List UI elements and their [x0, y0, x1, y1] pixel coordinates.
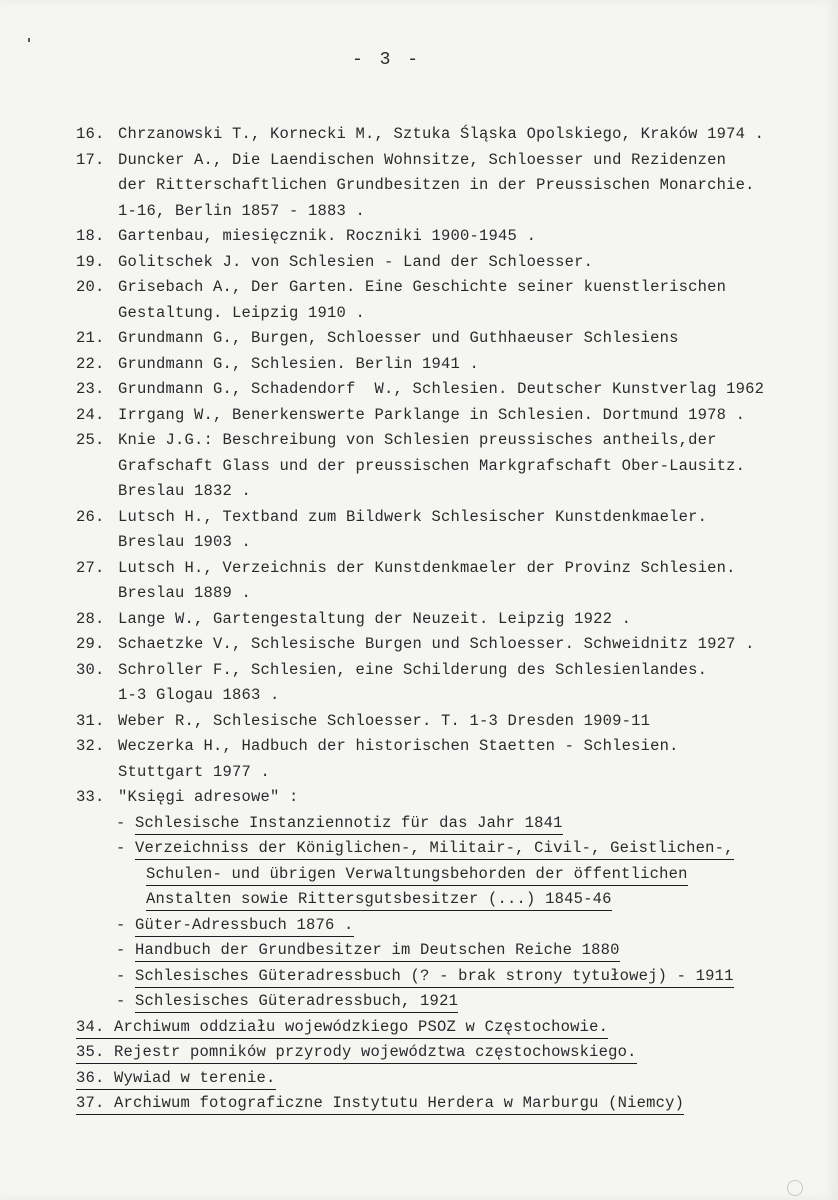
- entry-line: Grafschaft Glass und der preussischen Markgrafschaft Ober-Lausitz.: [118, 456, 746, 475]
- entry-number: 20.: [76, 278, 105, 296]
- entry-text: [118, 658, 816, 709]
- entry-text: [118, 428, 816, 505]
- underlined-text: Schlesisches Güteradressbuch, 1921: [135, 990, 458, 1013]
- address-book-line: [116, 938, 816, 964]
- underlined-entry-text: 35. Rejestr pomników przyrody województwa częstochowskiego.: [76, 1041, 637, 1064]
- bibliography-entry: [76, 377, 816, 403]
- entry-line: Knie J.G.: Beschreibung von Schlesien preussisches antheils,der: [118, 431, 717, 449]
- entry-line: Weber R., Schlesische Schloesser. T. 1-3 Dresden 1909-11: [118, 711, 651, 730]
- bibliography-entry: [76, 250, 816, 276]
- underlined-entry-text: 37. Archiwum fotograficzne Instytutu Herdera w Marburgu (Niemcy): [76, 1092, 684, 1115]
- entry-line: 1-3 Glogau 1863 .: [118, 686, 280, 704]
- entry-number: 24.: [76, 405, 105, 424]
- entry-line: Golitschek J. von Schlesien - Land der Schloesser.: [118, 252, 594, 271]
- bibliography-entry: [76, 505, 816, 556]
- bibliography-entry-underlined: [76, 1015, 816, 1041]
- page-number: - 3 -: [352, 50, 422, 70]
- bibliography-entry: [76, 709, 816, 735]
- entry-text: [118, 122, 816, 148]
- entry-text: [118, 275, 816, 326]
- address-book-item: [116, 989, 816, 1015]
- entry-line: Schroller F., Schlesien, eine Schilderung des Schlesienlandes.: [118, 660, 708, 679]
- entry-text: [118, 734, 816, 785]
- entry-number: 23.: [76, 380, 105, 398]
- entry-text: [118, 785, 816, 811]
- address-book-item: [116, 964, 816, 990]
- entry-line: Grisebach A., Der Garten. Eine Geschichte seiner kuenstlerischen: [118, 278, 727, 296]
- address-book-line: [146, 887, 816, 913]
- bibliography-entry: [76, 224, 816, 250]
- bibliography-entry: [76, 403, 816, 429]
- entry-line: Gartenbau, miesięcznik. Roczniki 1900-1945 .: [118, 227, 537, 245]
- entry-line: Stuttgart 1977 .: [118, 762, 271, 781]
- entry-text: [118, 224, 816, 250]
- underlined-text: Handbuch der Grundbesitzer im Deutschen Reiche 1880: [135, 939, 620, 962]
- bibliography-entry: [76, 275, 816, 326]
- entry-number: 32.: [76, 737, 105, 755]
- entry-number: 21.: [76, 329, 105, 347]
- underlined-text: Anstalten sowie Rittersgutsbesitzer (...) 1845-46: [146, 888, 612, 911]
- dash-marker: -: [116, 813, 136, 832]
- underlined-text: Güter-Adressbuch 1876 .: [135, 914, 354, 937]
- entry-line: "Księgi adresowe" :: [118, 788, 299, 806]
- entry-text: [118, 556, 816, 607]
- underlined-entry-text: 34. Archiwum oddziału wojewódzkiego PSOZ w Częstochowie.: [76, 1016, 608, 1039]
- entry-line: Grundmann G., Schlesien. Berlin 1941 .: [118, 354, 480, 373]
- entry-line: Grundmann G., Schadendorf W., Schlesien. Deutscher Kunstverlag 1962: [118, 380, 765, 398]
- entry-text: [118, 632, 816, 658]
- address-book-line: [116, 964, 816, 990]
- entry-line: Gestaltung. Leipzig 1910 .: [118, 303, 366, 322]
- entry-text: [118, 326, 816, 352]
- entry-line: 1-16, Berlin 1857 - 1883 .: [118, 201, 366, 220]
- entry-number: 17.: [76, 150, 105, 169]
- entry-number: 28.: [76, 609, 105, 628]
- entry-line: Duncker A., Die Laendischen Wohnsitze, Schloesser und Rezidenzen: [118, 150, 727, 169]
- entry-line: Lutsch H., Verzeichnis der Kunstdenkmaeler der Provinz Schlesien.: [118, 558, 736, 577]
- bibliography-entry: [76, 632, 816, 658]
- entry-number: 25.: [76, 431, 105, 449]
- entry-text: [118, 352, 816, 378]
- entry-text: [118, 607, 816, 633]
- entry-line: Breslau 1889 .: [118, 584, 252, 602]
- bibliography-entry: [76, 352, 816, 378]
- underlined-entry-text: 36. Wywiad w terenie.: [76, 1067, 276, 1090]
- bibliography-entry-underlined: [76, 1066, 816, 1092]
- entry-number: 26.: [76, 507, 105, 526]
- bibliography-entry: [76, 428, 816, 505]
- entry-line: der Ritterschaftlichen Grundbesitzen in der Preussischen Monarchie.: [118, 176, 755, 194]
- entry-line: Breslau 1832 .: [118, 482, 252, 500]
- ink-mark: [28, 38, 30, 42]
- address-book-item: [116, 913, 816, 939]
- entry-text: [118, 250, 816, 276]
- bibliography-entry-underlined: [76, 1091, 816, 1117]
- address-book-item: [116, 811, 816, 837]
- entry-number: 29.: [76, 635, 105, 653]
- address-book-item: [116, 836, 816, 913]
- entry-number: 30.: [76, 660, 105, 679]
- dash-marker: -: [116, 966, 136, 985]
- entry-line: Lange W., Gartengestaltung der Neuzeit. Leipzig 1922 .: [118, 609, 632, 628]
- bibliography-entry: [76, 607, 816, 633]
- underlined-text: Schlesische Instanziennotiz für das Jahr 1841: [135, 812, 563, 835]
- entry-number: 18.: [76, 227, 105, 245]
- entry-line: Grundmann G., Burgen, Schloesser und Guthhaeuser Schlesiens: [118, 329, 679, 347]
- underlined-text: Schulen- und übrigen Verwaltungsbehorden der öffentlichen: [146, 863, 688, 886]
- bibliography-entry: [76, 326, 816, 352]
- dash-marker: -: [116, 839, 136, 857]
- bibliography-entry: [76, 734, 816, 785]
- bibliography-entry-underlined: [76, 1040, 816, 1066]
- entry-text: [118, 403, 816, 429]
- bibliography-entry: [76, 785, 816, 811]
- entry-number: 27.: [76, 558, 105, 577]
- dash-marker: -: [116, 992, 136, 1010]
- bibliography-entry: [76, 658, 816, 709]
- bibliography-list: [76, 122, 816, 1117]
- entry-line: Irrgang W., Benerkenswerte Parklange in Schlesien. Dortmund 1978 .: [118, 405, 746, 424]
- entry-text: [118, 377, 816, 403]
- bibliography-entry: [76, 148, 816, 225]
- entry-number: 31.: [76, 711, 105, 730]
- entry-text: [118, 148, 816, 225]
- bibliography-entry: [76, 556, 816, 607]
- address-book-line: [116, 989, 816, 1015]
- entry-text: [118, 709, 816, 735]
- dash-marker: -: [116, 941, 136, 959]
- address-book-line: [116, 913, 816, 939]
- entry-number: 19.: [76, 252, 105, 271]
- underlined-text: Verzeichniss der Königlichen-, Militair-, Civil-, Geistlichen-,: [135, 837, 734, 860]
- underlined-text: Schlesisches Güteradressbuch (? - brak strony tytułowej) - 1911: [135, 965, 734, 988]
- entry-line: Weczerka H., Hadbuch der historischen Staetten - Schlesien.: [118, 737, 679, 755]
- entry-line: Schaetzke V., Schlesische Burgen und Schloesser. Schweidnitz 1927 .: [118, 635, 755, 653]
- address-book-item: [116, 938, 816, 964]
- entry-number: 16.: [76, 125, 105, 143]
- dash-marker: -: [116, 915, 136, 934]
- corner-mark: [787, 1180, 803, 1196]
- entry-line: Breslau 1903 .: [118, 533, 252, 551]
- address-book-line: [116, 836, 816, 862]
- address-book-line: [116, 811, 816, 837]
- entry-number: 22.: [76, 354, 105, 373]
- entry-number: 33.: [76, 788, 105, 806]
- entry-line: Lutsch H., Textband zum Bildwerk Schlesischer Kunstdenkmaeler.: [118, 507, 708, 526]
- entry-text: [118, 505, 816, 556]
- entry-line: Chrzanowski T., Kornecki M., Sztuka Śląska Opolskiego, Kraków 1974 .: [118, 125, 765, 143]
- address-book-line: [146, 862, 816, 888]
- bibliography-entry: [76, 122, 816, 148]
